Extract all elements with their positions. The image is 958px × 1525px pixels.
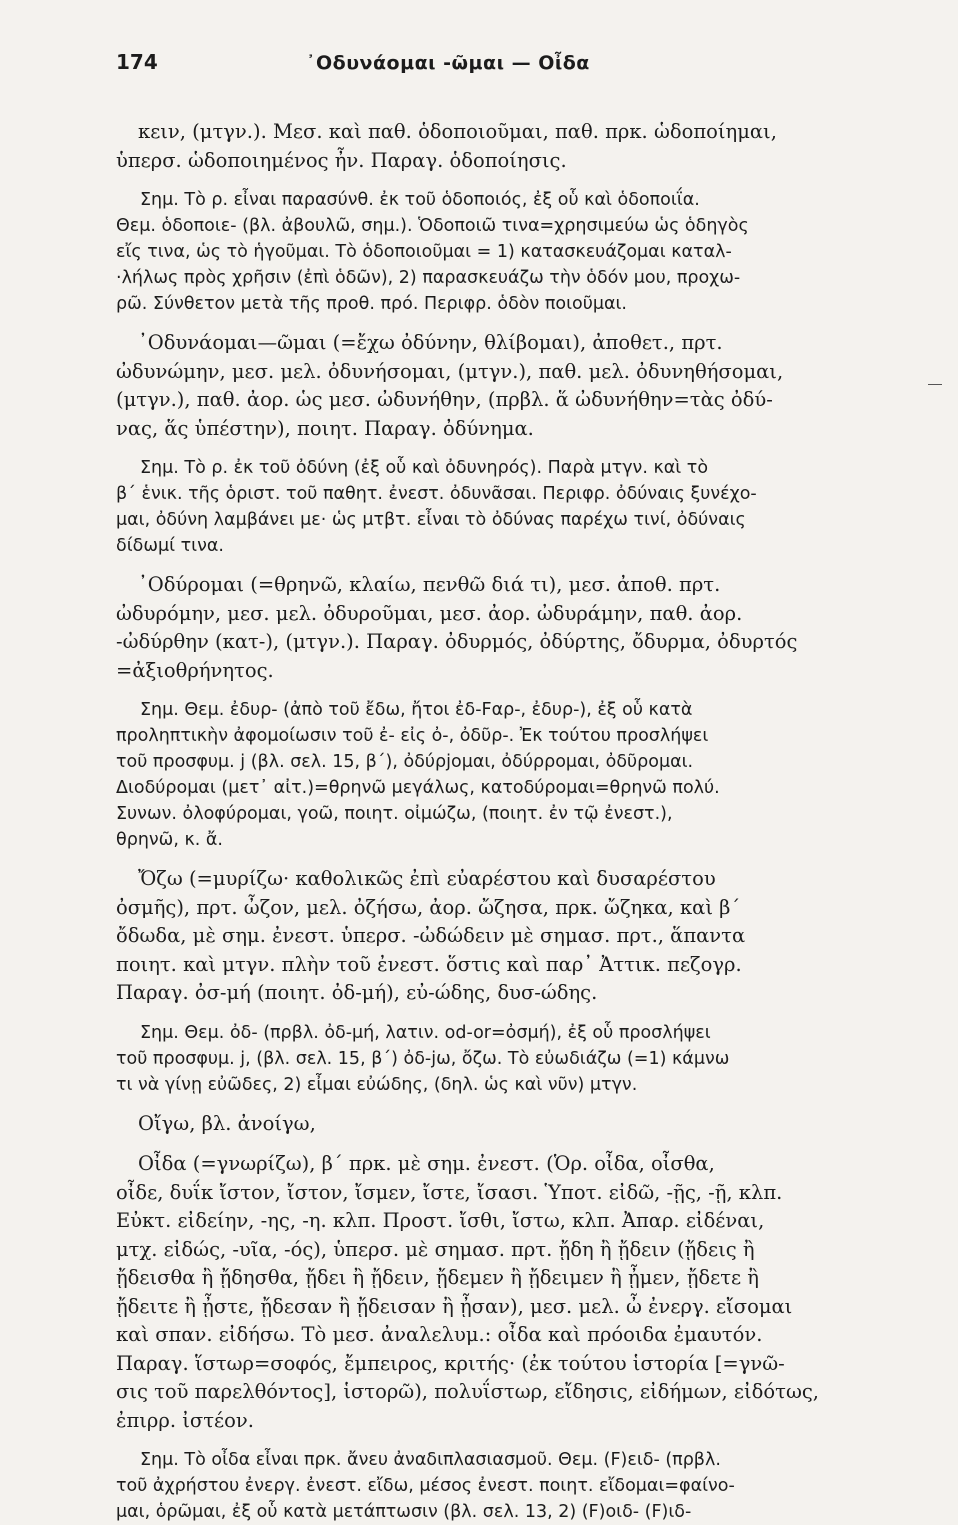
note-block xyxy=(116,697,898,853)
entry-line: Ὄζω (=μυρίζω· καθολικῶς ἐπὶ εὐαρέστου καὶ δυσαρέστου xyxy=(138,867,716,890)
entry-block xyxy=(116,118,898,175)
entry-line: ᾔδειτε ἢ ᾖστε, ᾔδεσαν ἢ ᾔδεισαν ἢ ᾖσαν), μεσ. μελ. ὦ ἐνεργ. εἴσομαι xyxy=(116,1294,793,1318)
entry-block xyxy=(116,571,898,685)
entry-line: ᾔδεισθα ἢ ᾔδησθα, ᾔδει ἢ ᾔδειν, ᾔδεμεν ἢ ᾔδειμεν ἢ ᾖμεν, ᾔδετε ἢ xyxy=(116,1266,759,1289)
entry-line: ᾽Οδυνάομαι—ῶμαι (=ἔχω ὀδύνην, θλίβομαι), ἀποθετ., πρτ. xyxy=(138,331,723,354)
note-line: τι νὰ γίνῃ εὐῶδες, 2) εἶμαι εὐώδης, (δηλ. ὡς καὶ νῦν) μτγν. xyxy=(116,1074,638,1095)
entry-line: Παραγ. ἵστωρ=σοφός, ἔμπειρος, κριτής· (ἐκ τούτου ἱστορία [=γνῶ- xyxy=(116,1351,785,1375)
entries-column xyxy=(116,118,898,1525)
note-block xyxy=(116,187,898,317)
entry-line: νας, ἅς ὑπέστην), ποιητ. Παραγ. ὀδύνημα. xyxy=(116,416,534,440)
page-number: 174 xyxy=(116,50,158,74)
entry-block xyxy=(116,1110,898,1139)
note-line: εἴς τινα, ὡς τὸ ἡγοῦμαι. Τὸ ὁδοποιοῦμαι = 1) κατασκευάζομαι καταλ- xyxy=(116,242,732,262)
note-line: θρηνῶ, κ. ἄ. xyxy=(116,830,223,850)
note-line: μαι, ὀδύνη λαμβάνει με· ὡς μτβτ. εἶναι τὸ ὀδύνας παρέχω τινί, ὀδύναις xyxy=(116,510,746,530)
note-line: Σημ. Τὸ ρ. ἐκ τοῦ ὀδύνη (ἐξ οὗ καὶ ὀδυνηρός). Παρὰ μτγν. καὶ τὸ xyxy=(140,458,709,478)
note-line: Θεμ. ὁδοποιε- (βλ. ἀβουλῶ, σημ.). Ὁδοποιῶ τινα=χρησιμεύω ὡς ὁδηγὸς xyxy=(116,216,749,236)
running-head: ᾽Οδυνάομαι -ῶμαι — Οἶδα xyxy=(306,52,590,74)
note-line: ·λήλως πρὸς χρῆσιν (ἐπὶ ὁδῶν), 2) παρασκευάζω τὴν ὁδόν μου, προχω- xyxy=(116,268,741,288)
entry-line: Παραγ. ὀσ-μή (ποιητ. ὀδ-μή), εὐ-ώδης, δυσ-ώδης. xyxy=(116,981,598,1004)
margin-mark xyxy=(928,384,942,385)
entry-line: σις τοῦ παρελθόντος], ἱστορῶ), πολυΐστωρ, εἴδησις, εἰδήμων, εἰδότως, xyxy=(116,1380,819,1403)
note-line: β΄ ἑνικ. τῆς ὁριστ. τοῦ παθητ. ἐνεστ. ὀδυνᾶσαι. Περιφρ. ὀδύναις ξυνέχο- xyxy=(116,484,757,504)
entry-line: μτχ. εἰδώς, -υῖα, -ός), ὑπερσ. μὲ σημασ. πρτ. ᾔδη ἢ ᾔδειν (ᾔδεις ἢ xyxy=(116,1237,755,1261)
entry-block xyxy=(116,329,898,443)
entry-line: ποιητ. καὶ μτγν. πλὴν τοῦ ἐνεστ. ὅστις καὶ παρ᾽ Ἀττικ. πεζογρ. xyxy=(116,952,742,976)
note-line: τοῦ προσφυμ. j, (βλ. σελ. 15, β΄) ὀδ-jω, ὄζω. Τὸ εὐωδιάζω (=1) κάμνω xyxy=(116,1048,730,1069)
entry-line: -ὠδύρθην (κατ-), (μτγν.). Παραγ. ὀδυρμός, ὀδύρτης, ὄδυρμα, ὀδυρτός xyxy=(116,630,798,653)
note-line: Σημ. Τὸ οἶδα εἶναι πρκ. ἄνευ ἀναδιπλασιασμοῦ. Θεμ. (F)ειδ- (πρβλ. xyxy=(140,1450,721,1470)
note-line: δίδωμί τινα. xyxy=(116,536,224,556)
entry-line: καὶ σπαν. εἰδήσω. Τὸ μεσ. ἀναλελυμ.: οἶδα καὶ πρόοιδα ἐμαυτόν. xyxy=(116,1323,763,1346)
entry-line: Οἴγω, βλ. ἀνοίγω, xyxy=(138,1111,316,1135)
note-block xyxy=(116,1020,898,1098)
entry-line: Εὐκτ. εἰδείην, -ης, -η. κλπ. Προστ. ἴσθι, ἴστω, κλπ. Ἀπαρ. εἰδέναι, xyxy=(116,1209,765,1232)
note-line: προληπτικὴν ἀφομοίωσιν τοῦ ἐ- εἰς ὀ-, ὀδῦρ-. Ἐκ τούτου προσλήψει xyxy=(116,726,709,746)
note-line: Σημ. Θεμ. ὀδ- (πρβλ. ὀδ-μή, λατιν. od-or=ὀσμή), ἐξ οὗ προσλήψει xyxy=(140,1022,711,1043)
note-line: Συνων. ὀλοφύρομαι, γοῶ, ποιητ. οἰμώζω, (ποιητ. ἐν τῷ ἐνεστ.), xyxy=(116,804,673,824)
entry-line: Οἶδα (=γνωρίζω), β΄ πρκ. μὲ σημ. ἐνεστ. (Ὁρ. οἶδα, οἶσθα, xyxy=(138,1152,715,1175)
note-line: μαι, ὁρῶμαι, ἐξ οὗ κατὰ μετάπτωσιν (βλ. σελ. 13, 2) (F)οιδ- (F)ιδ- xyxy=(116,1502,692,1522)
entry-block xyxy=(116,1150,898,1435)
note-line: τοῦ προσφυμ. j (βλ. σελ. 15, β΄), ὀδύρjομαι, ὀδύρρομαι, ὀδῦρομαι. xyxy=(116,752,694,772)
entry-line: οἶδε, δυΐκ ἴστον, ἴστον, ἴσμεν, ἴστε, ἴσασι. Ὑποτ. εἰδῶ, -ῇς, -ῇ, κλπ. xyxy=(116,1180,783,1204)
entry-line: ὀσμῆς), πρτ. ὦζον, μελ. ὀζήσω, ἀορ. ὤζησα, πρκ. ὤζηκα, καὶ β΄ xyxy=(116,895,741,919)
entry-line: (μτγν.), παθ. ἀορ. ὡς μεσ. ὠδυνήθην, (πρβλ. ἅ ὠδυνήθην=τὰς ὀδύ- xyxy=(116,388,773,411)
note-line: Διοδύρομαι (μετ᾽ αἰτ.)=θρηνῶ μεγάλως, κατοδύρομαι=θρηνῶ πολύ. xyxy=(116,778,720,798)
note-line: Σημ. Θεμ. ἐδυρ- (ἀπὸ τοῦ ἔδω, ἤτοι ἐδ-Fαρ-, ἐδυρ-), ἐξ οὗ κατὰ xyxy=(140,700,693,720)
note-block xyxy=(116,455,898,559)
note-line: τοῦ ἀχρήστου ἐνεργ. ἐνεστ. εἴδω, μέσος ἐνεστ. ποιητ. εἴδομαι=φαίνο- xyxy=(116,1476,735,1496)
page-header xyxy=(116,50,898,96)
entry-line: ᾽Οδύρομαι (=θρηνῶ, κλαίω, πενθῶ διά τι), μεσ. ἀποθ. πρτ. xyxy=(138,573,721,596)
entry-line: κειν, (μτγν.). Μεσ. καὶ παθ. ὁδοποιοῦμαι, παθ. πρκ. ὡδοποίημαι, xyxy=(138,120,777,143)
note-line: Σημ. Τὸ ρ. εἶναι παρασύνθ. ἐκ τοῦ ὁδοποιός, ἐξ οὗ καὶ ὁδοποιΐα. xyxy=(140,190,700,210)
entry-line: ἐπιρρ. ἰστέον. xyxy=(116,1408,254,1432)
entry-line: ὠδυρόμην, μεσ. μελ. ὀδυροῦμαι, μεσ. ἀορ. ὠδυράμην, παθ. ἀορ. xyxy=(116,601,743,625)
entry-line: ὄδωδα, μὲ σημ. ἐνεστ. ὑπερσ. -ὠδώδειν μὲ σημασ. πρτ., ἅπαντα xyxy=(116,924,746,947)
entry-line: =ἀξιοθρήνητος. xyxy=(116,658,274,682)
entry-block xyxy=(116,865,898,1008)
entry-line: ὑπερσ. ὡδοποιημένος ἦν. Παραγ. ὁδοποίησις. xyxy=(116,148,567,172)
entry-line: ὠδυνώμην, μεσ. μελ. ὀδυνήσομαι, (μτγν.), παθ. μελ. ὀδυνηθήσομαι, xyxy=(116,359,784,383)
note-line: ρῶ. Σύνθετον μετὰ τῆς προθ. πρό. Περιφρ. ὁδὸν ποιοῦμαι. xyxy=(116,294,627,314)
note-block xyxy=(116,1447,898,1525)
